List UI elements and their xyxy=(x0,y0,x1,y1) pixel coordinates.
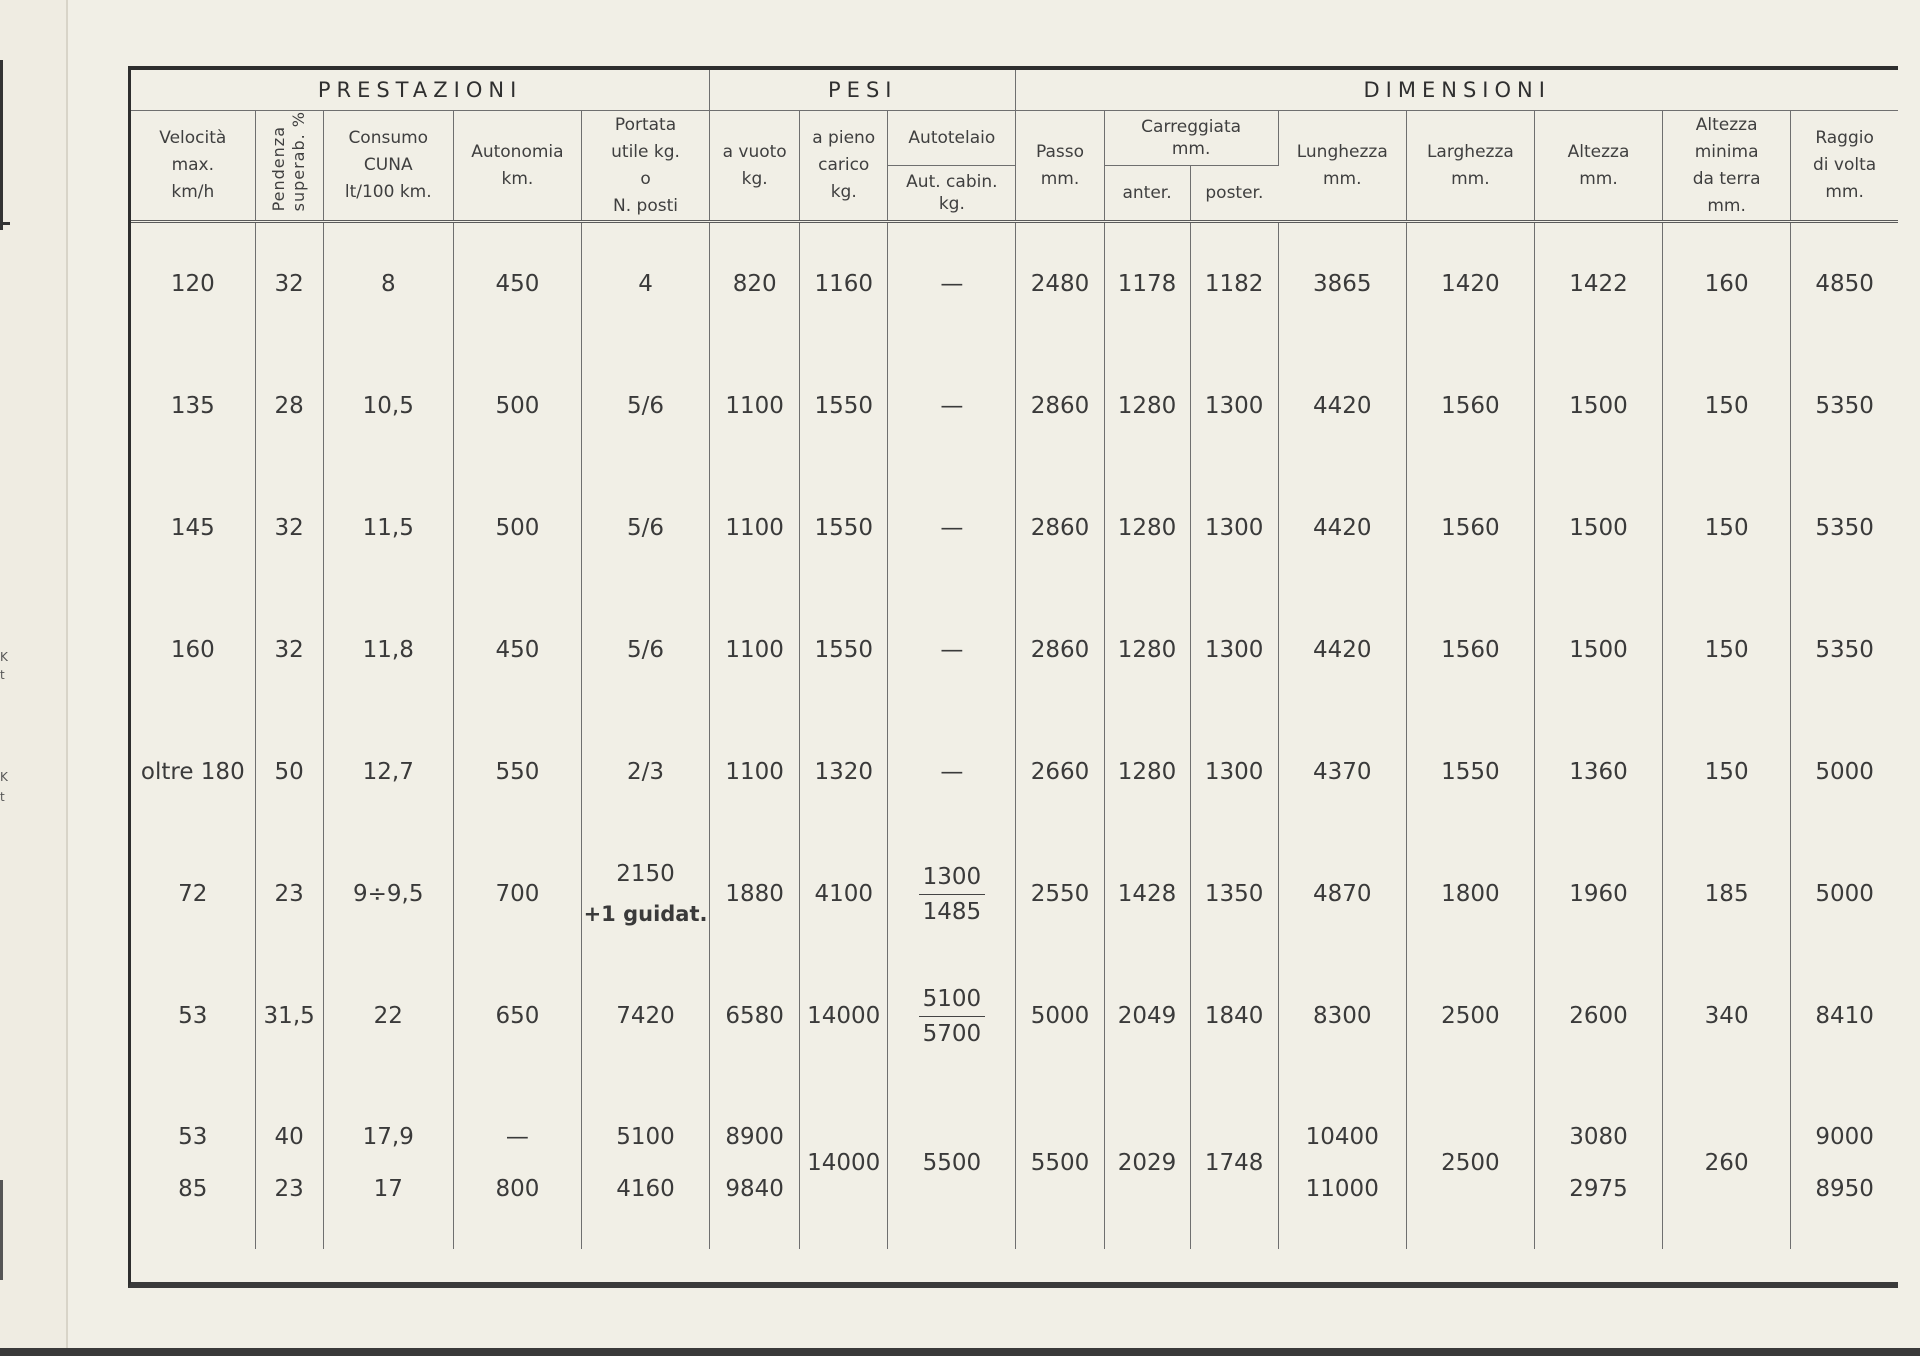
cell-lunghezza: 3865 xyxy=(1278,222,1406,346)
cell-autotelaio: 5500 xyxy=(888,1077,1016,1249)
cell-larghezza: 1560 xyxy=(1406,589,1534,711)
cell-autonomia: 500 xyxy=(453,345,581,467)
cell-altezza: 1360 xyxy=(1534,711,1662,833)
cell-velocita: 135 xyxy=(131,345,255,467)
cell-lunghezza: 8300 xyxy=(1278,955,1406,1077)
cell-raggio: 9000 8950 xyxy=(1815,1124,1874,1203)
cell-larghezza: 1550 xyxy=(1406,711,1534,833)
header-anter: anter. xyxy=(1104,166,1190,222)
group-dimensioni: DIMENSIONI xyxy=(1016,70,1898,111)
cell-portata: 4 xyxy=(581,222,709,346)
cell-passo: 2480 xyxy=(1016,222,1104,346)
group-pesi: PESI xyxy=(710,70,1016,111)
cell-a-pieno: 1550 xyxy=(800,467,888,589)
table-row xyxy=(131,833,1898,955)
header-a-vuoto: a vuoto kg. xyxy=(710,111,800,222)
cell-a-vuoto: 1100 xyxy=(710,467,800,589)
cell-poster: 1300 xyxy=(1190,345,1278,467)
cell-altezza: 2600 xyxy=(1534,955,1662,1077)
cell-portata: 7420 xyxy=(581,955,709,1077)
header-altezza: Altezza mm. xyxy=(1534,111,1662,222)
cell-pendenza: 32 xyxy=(255,222,323,346)
cell-anter: 1280 xyxy=(1104,589,1190,711)
cell-passo: 2860 xyxy=(1016,345,1104,467)
cell-a-pieno: 4100 xyxy=(800,833,888,955)
column-header-row xyxy=(131,111,1898,166)
cell-pendenza: 32 xyxy=(255,467,323,589)
cell-passo: 2860 xyxy=(1016,589,1104,711)
header-passo: Passo mm. xyxy=(1016,111,1104,222)
table-row xyxy=(131,955,1898,1077)
cell-lunghezza: 4420 xyxy=(1278,589,1406,711)
cell-autonomia: 450 xyxy=(453,222,581,346)
cell-raggio: 8410 xyxy=(1815,1003,1874,1030)
cell-poster: 1182 xyxy=(1190,222,1278,346)
header-lunghezza: Lunghezza mm. xyxy=(1278,111,1406,222)
cell-anter: 1280 xyxy=(1104,345,1190,467)
cell-a-pieno: 1550 xyxy=(800,589,888,711)
cell-a-vuoto: 6580 xyxy=(710,955,800,1077)
cell-autotelaio: — xyxy=(888,222,1016,346)
cell-autonomia: 700 xyxy=(453,833,581,955)
cell-autotelaio-bottom: 1485 xyxy=(922,898,982,925)
cell-portata: 5100 4160 xyxy=(581,1077,709,1249)
cell-altezza-minima: 340 xyxy=(1663,955,1791,1077)
left-margin-tick xyxy=(0,222,10,225)
left-margin-rule xyxy=(0,60,3,230)
cell-consumo: 8 xyxy=(323,222,453,346)
cell-larghezza: 1560 xyxy=(1406,467,1534,589)
left-margin-glyph: t xyxy=(0,668,5,682)
cell-poster: 1300 xyxy=(1190,589,1278,711)
cell-autotelaio-top: 1300 xyxy=(919,860,986,895)
cell-a-vuoto: 820 xyxy=(710,222,800,346)
spec-sheet xyxy=(128,66,1898,1288)
group-header-row xyxy=(131,70,1898,111)
header-portata: Portata utile kg. o N. posti xyxy=(581,111,709,222)
cell-larghezza: 2500 xyxy=(1406,955,1534,1077)
header-autotelaio: Autotelaio xyxy=(888,111,1016,166)
cell-anter: 2029 xyxy=(1104,1077,1190,1249)
cell-lunghezza: 4420 xyxy=(1278,345,1406,467)
cell-autotelaio: — xyxy=(888,345,1016,467)
cell-altezza-minima: 150 xyxy=(1663,589,1791,711)
cell-anter: 1178 xyxy=(1104,222,1190,346)
table-row xyxy=(131,589,1898,711)
cell-raggio: 5350 xyxy=(1815,393,1874,420)
table-row xyxy=(131,222,1898,346)
cell-portata-value: 2150 xyxy=(616,861,675,888)
table-row xyxy=(131,467,1898,589)
page-left-margin xyxy=(0,0,68,1356)
cell-pendenza: 40 23 xyxy=(255,1077,323,1249)
header-a-pieno: a pieno carico kg. xyxy=(800,111,888,222)
group-prestazioni: PRESTAZIONI xyxy=(131,70,710,111)
cell-raggio: 5000 xyxy=(1815,881,1874,908)
left-margin-glyph: K xyxy=(0,770,8,784)
cell-passo: 2660 xyxy=(1016,711,1104,833)
cell-passo: 2860 xyxy=(1016,467,1104,589)
cell-pendenza: 23 xyxy=(255,833,323,955)
cell-velocita: oltre 180 xyxy=(131,711,255,833)
cell-autonomia: 500 xyxy=(453,467,581,589)
cell-a-vuoto: 1100 xyxy=(710,589,800,711)
left-margin-glyph: K xyxy=(0,650,8,664)
cell-autotelaio-bottom: 5700 xyxy=(922,1020,982,1047)
cell-altezza-minima: 150 xyxy=(1663,467,1791,589)
header-altezza-minima: Altezza minima da terra mm. xyxy=(1663,111,1791,222)
cell-raggio: 5000 xyxy=(1815,759,1874,786)
cell-larghezza: 2500 xyxy=(1406,1077,1534,1249)
cell-altezza-minima: 260 xyxy=(1663,1077,1791,1249)
header-aut-cabin: Aut. cabin. kg. xyxy=(888,166,1016,222)
left-margin-glyph: t xyxy=(0,790,5,804)
cell-pendenza: 50 xyxy=(255,711,323,833)
cell-velocita: 53 xyxy=(131,955,255,1077)
cell-poster: 1748 xyxy=(1190,1077,1278,1249)
cell-altezza-minima: 160 xyxy=(1663,222,1791,346)
cell-autonomia: 550 xyxy=(453,711,581,833)
cell-raggio: 5350 xyxy=(1815,515,1874,542)
cell-poster: 1840 xyxy=(1190,955,1278,1077)
cell-altezza: 1422 xyxy=(1534,222,1662,346)
header-pendenza-line: Pendenza xyxy=(269,125,289,212)
cell-larghezza: 1420 xyxy=(1406,222,1534,346)
cell-autotelaio xyxy=(888,833,1016,955)
cell-lunghezza: 10400 11000 xyxy=(1278,1077,1406,1249)
cell-larghezza: 1800 xyxy=(1406,833,1534,955)
cell-a-vuoto: 1100 xyxy=(710,345,800,467)
cell-a-vuoto: 1880 xyxy=(710,833,800,955)
cell-a-vuoto: 8900 9840 xyxy=(710,1077,800,1249)
cell-anter: 1428 xyxy=(1104,833,1190,955)
cell-anter: 1280 xyxy=(1104,711,1190,833)
cell-consumo: 22 xyxy=(323,955,453,1077)
cell-altezza: 1500 xyxy=(1534,467,1662,589)
header-carreggiata: Carreggiata mm. xyxy=(1104,111,1278,166)
cell-pendenza: 31,5 xyxy=(255,955,323,1077)
cell-poster: 1300 xyxy=(1190,467,1278,589)
cell-altezza: 1960 xyxy=(1534,833,1662,955)
cell-poster: 1350 xyxy=(1190,833,1278,955)
cell-poster: 1300 xyxy=(1190,711,1278,833)
cell-altezza: 1500 xyxy=(1534,589,1662,711)
cell-larghezza: 1560 xyxy=(1406,345,1534,467)
cell-lunghezza: 4420 xyxy=(1278,467,1406,589)
header-larghezza: Larghezza mm. xyxy=(1406,111,1534,222)
left-margin-rule xyxy=(0,1180,3,1280)
page-bottom-edge xyxy=(0,1348,1920,1356)
header-autonomia: Autonomia km. xyxy=(453,111,581,222)
cell-a-pieno: 1320 xyxy=(800,711,888,833)
cell-autotelaio xyxy=(888,955,1016,1077)
cell-pendenza: 32 xyxy=(255,589,323,711)
cell-autotelaio-top: 5100 xyxy=(919,982,986,1017)
cell-velocita: 53 85 xyxy=(131,1077,255,1249)
cell-pendenza: 28 xyxy=(255,345,323,467)
cell-a-pieno: 14000 xyxy=(800,955,888,1077)
cell-consumo: 9÷9,5 xyxy=(323,833,453,955)
cell-autotelaio: — xyxy=(888,467,1016,589)
header-pendenza xyxy=(255,111,323,222)
cell-autonomia: 450 xyxy=(453,589,581,711)
header-velocita: Velocità max. km/h xyxy=(131,111,255,222)
cell-autotelaio: — xyxy=(888,589,1016,711)
cell-autonomia: — 800 xyxy=(453,1077,581,1249)
table-row xyxy=(131,1077,1898,1249)
header-raggio: Raggio di volta mm. xyxy=(1791,111,1898,222)
table-row xyxy=(131,711,1898,833)
cell-portata xyxy=(581,833,709,955)
header-poster: poster. xyxy=(1190,166,1278,222)
cell-lunghezza: 4370 xyxy=(1278,711,1406,833)
cell-consumo: 11,8 xyxy=(323,589,453,711)
cell-a-pieno: 14000 xyxy=(800,1077,888,1249)
cell-velocita: 145 xyxy=(131,467,255,589)
cell-velocita: 120 xyxy=(131,222,255,346)
spec-table xyxy=(131,70,1898,1249)
cell-a-vuoto: 1100 xyxy=(710,711,800,833)
cell-a-pieno: 1550 xyxy=(800,345,888,467)
cell-anter: 1280 xyxy=(1104,467,1190,589)
table-row xyxy=(131,345,1898,467)
cell-passo: 5000 xyxy=(1016,955,1104,1077)
cell-passo: 5500 xyxy=(1016,1077,1104,1249)
cell-passo: 2550 xyxy=(1016,833,1104,955)
cell-portata: 5/6 xyxy=(581,589,709,711)
cell-autonomia: 650 xyxy=(453,955,581,1077)
cell-altezza-minima: 185 xyxy=(1663,833,1791,955)
cell-altezza-minima: 150 xyxy=(1663,711,1791,833)
cell-consumo: 11,5 xyxy=(323,467,453,589)
cell-raggio: 4850 xyxy=(1815,271,1874,298)
cell-raggio: 5350 xyxy=(1815,637,1874,664)
cell-consumo: 12,7 xyxy=(323,711,453,833)
cell-altezza: 3080 2975 xyxy=(1534,1077,1662,1249)
cell-portata: 5/6 xyxy=(581,345,709,467)
cell-velocita: 160 xyxy=(131,589,255,711)
cell-consumo: 10,5 xyxy=(323,345,453,467)
cell-altezza: 1500 xyxy=(1534,345,1662,467)
cell-a-pieno: 1160 xyxy=(800,222,888,346)
cell-portata-note: +1 guidat. xyxy=(583,902,708,927)
cell-anter: 2049 xyxy=(1104,955,1190,1077)
cell-altezza-minima: 150 xyxy=(1663,345,1791,467)
cell-velocita: 72 xyxy=(131,833,255,955)
cell-autotelaio: — xyxy=(888,711,1016,833)
header-pendenza-line: superab. % xyxy=(289,111,309,212)
cell-lunghezza: 4870 xyxy=(1278,833,1406,955)
cell-portata: 2/3 xyxy=(581,711,709,833)
cell-portata: 5/6 xyxy=(581,467,709,589)
header-consumo: Consumo CUNA lt/100 km. xyxy=(323,111,453,222)
cell-consumo: 17,9 17 xyxy=(323,1077,453,1249)
